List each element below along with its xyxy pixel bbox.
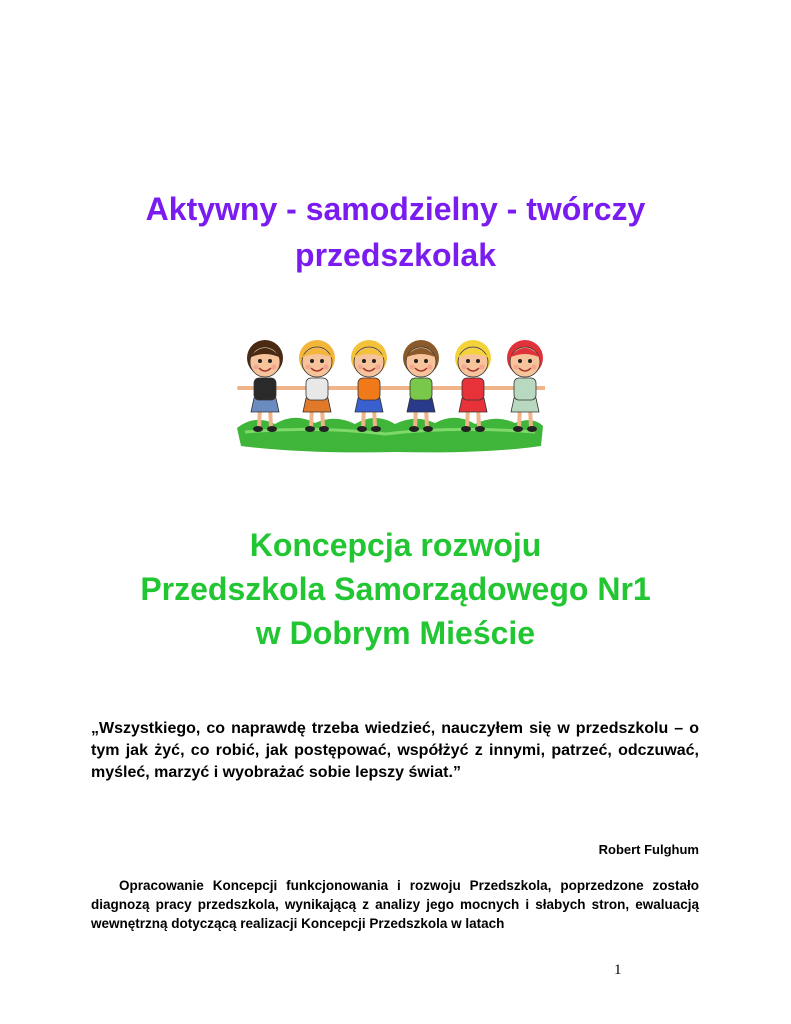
child-figure	[239, 340, 291, 432]
child-figure	[343, 340, 395, 432]
document-title	[0, 186, 791, 278]
concept-title	[0, 523, 791, 655]
title-line-1: Aktywny - samodzielny - twórczy	[145, 191, 646, 227]
child-figure	[395, 340, 447, 432]
grass	[237, 418, 543, 453]
children-illustration	[235, 328, 545, 456]
concept-line-2: Przedszkola Samorządowego Nr1	[140, 571, 651, 607]
concept-line-3: w Dobrym Mieście	[255, 615, 536, 651]
intro-paragraph: Opracowanie Koncepcji funkcjonowania i rozwoju Przedszkola, poprzedzone zostało diagnozą pracy przedszkola, wynikającą z analizy jego mocnych i słabych stron, ewaluacją wewnętrzną dotyczącą realizacji Koncepcji Przedszkola w latach	[91, 878, 699, 931]
quote-author: Robert Fulghum	[598, 842, 699, 857]
child-figure	[499, 340, 545, 432]
title-line-2: przedszkolak	[295, 237, 496, 273]
concept-line-1: Koncepcja rozwoju	[249, 527, 542, 563]
page-number: 1	[614, 962, 622, 978]
quote: „Wszystkiego, co naprawdę trzeba wiedzieć, nauczyłem się w przedszkolu – o tym jak żyć, co robić, jak postępować, współżyć z innymi, patrzeć, odczuwać, myśleć, marzyć i wyobrażać sobie lepszy świat.”	[91, 720, 699, 781]
